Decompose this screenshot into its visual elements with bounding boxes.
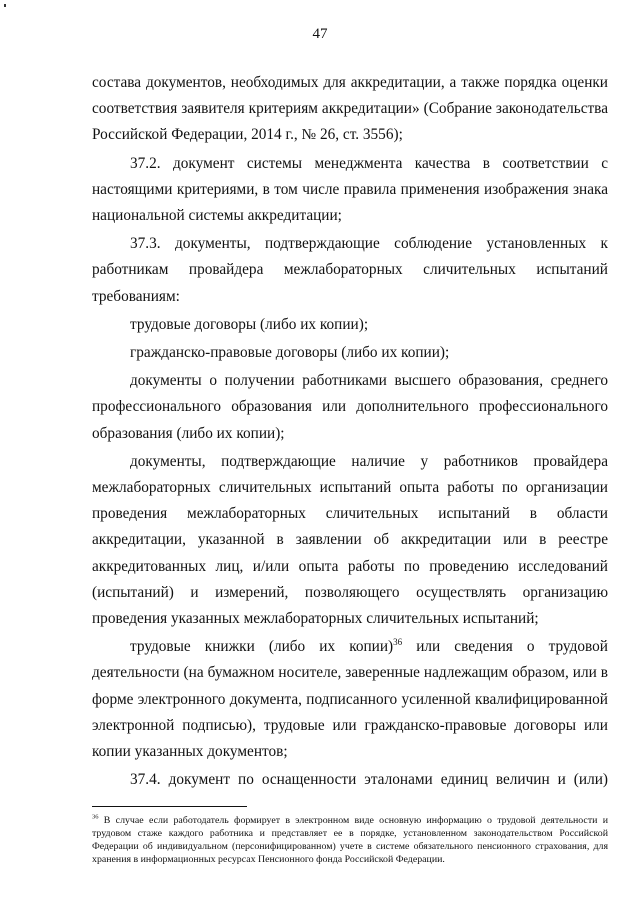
footnote	[92, 814, 608, 866]
paragraph-37-2: 37.2. документ системы менеджмента качества в соответствии с настоящими критериями, в том числе правила применения изображения знака национальной системы аккредитации;	[92, 154, 608, 225]
list-item-civil-contracts: гражданско-правовые договоры (либо их копии);	[130, 344, 450, 362]
list-item-education-documents: документы о получении работниками высшего образования, среднего профессионального образования или дополнительного профессионального образования (либо их копии);	[92, 372, 608, 442]
work-books-text-start: трудовые книжки (либо их копии)	[130, 638, 394, 656]
list-item-experience-documents: документы, подтверждающие наличие у работников провайдера межлабораторных сличительных испытаний опыта работы по организации проведения межлабораторных сличительных испытаний в области аккредитации, указанной в заявлении об аккредитации или в реестре аккредитованных лиц, и/или опыта работы по проведению исследований (испытаний) и измерений, позволяющего осуществлять организацию проведения указанных межлабораторных сличительных испытаний;	[92, 452, 608, 628]
paragraph-37-4: 37.4. документ по оснащенности эталонами единиц величин и (или)	[130, 771, 608, 789]
footnote-separator	[92, 806, 247, 807]
scan-artifact	[4, 4, 6, 7]
list-item-labor-contracts: трудовые договоры (либо их копии);	[130, 315, 369, 333]
footnote-text: В случае если работодатель формирует в электронном виде основную информацию о трудовой деятельности и трудовом стаже каждого работника и представляет ее в порядке, установленном законодательством Российской Федерации об индивидуальном (персонифицированном) учете в системе обязательного пенсионного страхования, для хранения в информационных ресурсах Пенсионного фонда Российской Федерации.	[92, 815, 608, 865]
footnote-number: 36	[92, 813, 99, 821]
paragraph-continuation: состава документов, необходимых для аккредитации, а также порядка оценки соответствия заявителя критериям аккредитации» (Собрание законодательства Российской Федерации, 2014 г., № 26, ст. 3556);	[92, 74, 608, 144]
footnote-reference: 36	[393, 637, 403, 648]
paragraph-37-3: 37.3. документы, подтверждающие соблюдение установленных к работникам провайдера межлабораторных сличительных испытаний требованиям:	[92, 235, 608, 305]
body-text	[92, 70, 608, 793]
page-number: 47	[312, 26, 328, 42]
work-books-text-rest: или сведения о трудовой деятельности (на бумажном носителе, заверенные надлежащим образом, или в форме электронного документа, подписанного усиленной квалифицированной электронной подписью), трудовые или гражданско-правовые договоры или копии указанных документов;	[92, 638, 608, 761]
list-item-work-books	[92, 634, 608, 765]
